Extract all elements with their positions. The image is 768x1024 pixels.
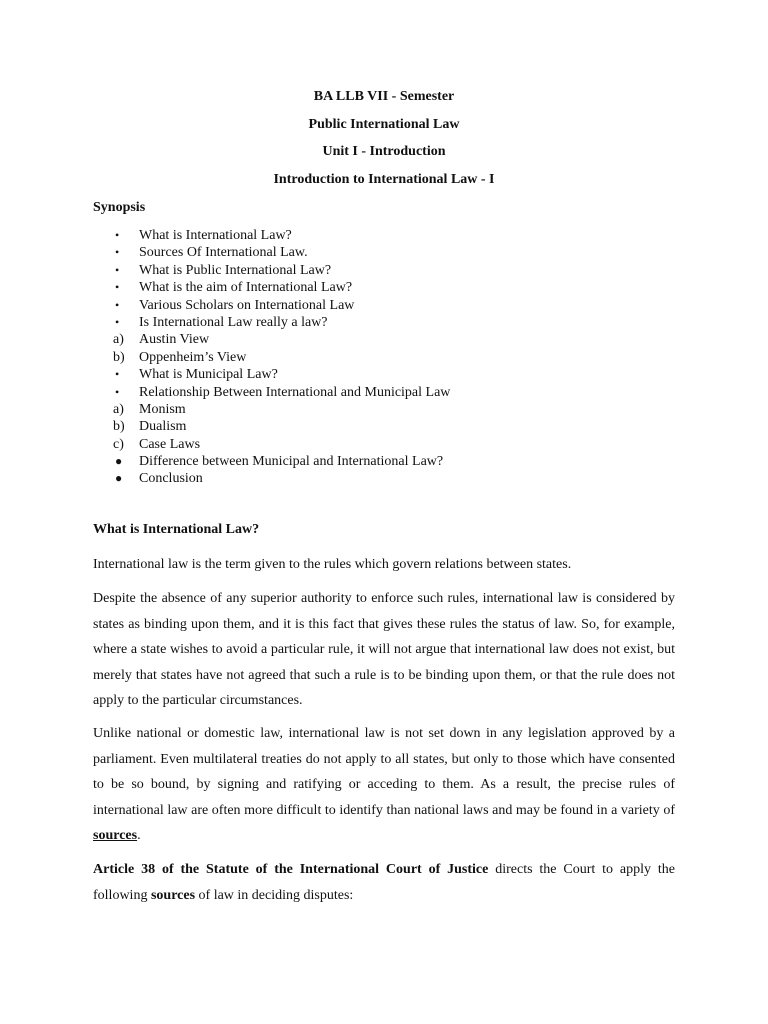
- list-item-text: Conclusion: [139, 471, 203, 487]
- paragraph-3-text: Unlike national or domestic law, international law is not set down in any legislation approved by a parliament. Even multilateral treaties do not apply to all states, but only to those which have consented to be so bound, by signing and ratifying or acceding to them. As a result, the precise rules of international law are often more difficult to identify than national laws and may be found in a variety of: [93, 726, 675, 818]
- article-reference: Article 38 of the Statute of the International Court of Justice: [93, 862, 489, 877]
- sources-term: sources: [150, 887, 196, 903]
- letter-marker: c): [113, 436, 124, 452]
- list-item-text: Relationship Between International and Municipal Law: [139, 384, 451, 400]
- bullet-marker: ●: [115, 471, 123, 486]
- bullet-marker: •: [115, 280, 120, 295]
- list-item-text: What is the aim of International Law?: [139, 280, 353, 296]
- paragraph-4-text: directs the Court to apply the following: [93, 862, 675, 903]
- list-item-text: What is Public International Law?: [139, 262, 332, 278]
- list-item-text: What is International Law?: [139, 228, 292, 243]
- topic-title: Introduction to International Law - I: [273, 172, 495, 187]
- paragraph-3-end: .: [137, 828, 141, 843]
- letter-marker: b): [113, 349, 125, 365]
- unit-title: Unit I - Introduction: [322, 144, 446, 159]
- list-item-text: Is International Law really a law?: [139, 314, 328, 330]
- section-heading: What is International Law?: [93, 522, 260, 537]
- list-item-text: What is Municipal Law?: [139, 367, 278, 383]
- list-item-text: Various Scholars on International Law: [139, 297, 355, 313]
- list-item-text: Difference between Municipal and International Law?: [139, 454, 444, 470]
- list-item-text: Monism: [139, 401, 186, 417]
- bullet-marker: ●: [115, 454, 123, 469]
- list-item-text: Dualism: [139, 419, 187, 435]
- sources-link[interactable]: sources: [93, 828, 138, 843]
- paragraph-4-end: of law in deciding disputes:: [195, 887, 354, 903]
- synopsis-heading: Synopsis: [93, 200, 146, 215]
- bullet-marker: •: [115, 367, 120, 382]
- list-item-text: Austin View: [139, 332, 210, 348]
- list-item-text: Sources Of International Law.: [139, 245, 308, 261]
- bullet-marker: •: [115, 297, 120, 312]
- paragraph-3: [93, 721, 675, 849]
- subject-title: Public International Law: [308, 117, 460, 132]
- bullet-marker: •: [115, 262, 120, 277]
- paragraph-1: International law is the term given to the rules which govern relations between states.: [93, 557, 572, 572]
- bullet-marker: •: [115, 384, 120, 399]
- bullet-marker: •: [115, 245, 120, 260]
- bullet-marker: •: [115, 228, 120, 242]
- letter-marker: b): [113, 419, 125, 435]
- letter-marker: a): [113, 332, 124, 348]
- letter-marker: a): [113, 401, 124, 417]
- paragraph-4: [93, 857, 675, 908]
- bullet-marker: •: [115, 314, 120, 329]
- paragraph-2: Despite the absence of any superior authority to enforce such rules, international law is considered by states as binding upon them, and it is this fact that gives these rules the status of law. So, for example, where a state wishes to avoid a particular rule, it will not argue that international law does not exist, but merely that states have not agreed that such a rule is to be binding upon them, or that the rule does not apply to the particular circumstances.: [93, 591, 675, 708]
- list-item-text: Oppenheim’s View: [139, 349, 247, 365]
- list-item-text: Case Laws: [139, 436, 201, 452]
- course-title: BA LLB VII - Semester: [313, 89, 455, 104]
